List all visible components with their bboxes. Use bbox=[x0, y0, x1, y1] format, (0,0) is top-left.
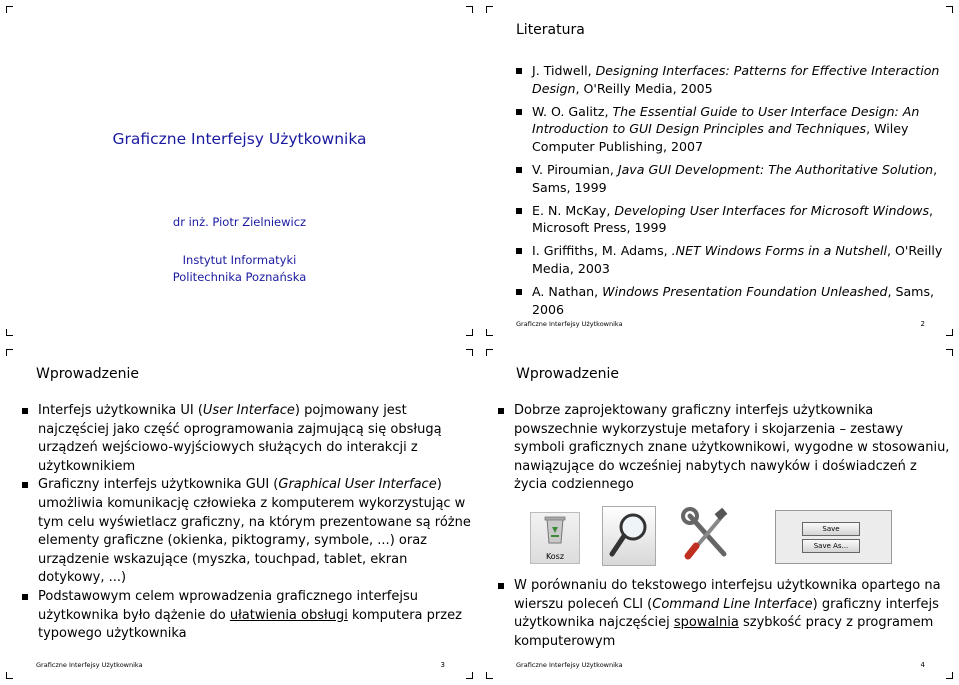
crop-mark bbox=[946, 329, 953, 336]
crop-mark bbox=[6, 349, 13, 356]
slide-footer: Graficzne Interfejsy Użytkownika bbox=[516, 320, 623, 328]
list-item: Interfejs użytkownika UI (User Interface) pojmowany jest najczęściej jako część oprogramowania zajmującą się obsługą urządzeń wejściowo-wyjściowych służących do interakcji z użytkownikiem bbox=[22, 402, 472, 476]
slide-2 bbox=[480, 0, 959, 342]
list-item: J. Tidwell, Designing Interfaces: Patterns for Effective Interaction Design, O'Reilly Media, 2005 bbox=[516, 62, 951, 98]
magnifier-icon bbox=[602, 506, 656, 566]
save-dialog-icon bbox=[775, 510, 892, 564]
crop-mark bbox=[486, 329, 493, 336]
slide-footer: Graficzne Interfejsy Użytkownika bbox=[516, 661, 623, 669]
crop-mark bbox=[466, 6, 473, 13]
slide-title: Literatura bbox=[516, 22, 585, 38]
save-as-button: Save As... bbox=[802, 539, 860, 553]
bullet-list bbox=[22, 402, 472, 644]
crop-mark bbox=[486, 6, 493, 13]
recycle-bin-label: Kosz bbox=[545, 552, 565, 561]
crop-mark bbox=[6, 6, 13, 13]
slide-4 bbox=[480, 343, 959, 685]
institution bbox=[0, 252, 479, 286]
list-item: Podstawowym celem wprowadzenia graficznego interfejsu użytkownika było dążenie do ułatwienia obsługi komputera przez typowego użytkownika bbox=[22, 588, 472, 644]
slide-1 bbox=[0, 0, 479, 342]
crop-mark bbox=[946, 672, 953, 679]
crop-mark bbox=[466, 349, 473, 356]
list-item: Graficzny interfejs użytkownika GUI (Graphical User Interface) umożliwia komunikację człowieka z komputerem wykorzystując w tym celu wyświetlacz graficzny, na którym prezentowane są różne elementy graficzne (okienka, piktogramy, symbole, ...) oraz urządzenie wskazujące (myszka, touchpad, tablet, ekran dotykowy, ...) bbox=[22, 476, 472, 588]
author-name: dr inż. Piotr Zielniewicz bbox=[172, 215, 307, 229]
crop-mark bbox=[466, 672, 473, 679]
page-number: 3 bbox=[440, 661, 445, 669]
institute-name: Instytut Informatyki bbox=[182, 253, 297, 267]
page-number: 2 bbox=[920, 320, 925, 328]
bibliography-list bbox=[516, 62, 951, 323]
recycle-bin-icon bbox=[530, 512, 580, 564]
slide-footer: Graficzne Interfejsy Użytkownika bbox=[36, 661, 143, 669]
course-title: Graficzne Interfejsy Użytkownika bbox=[112, 130, 367, 148]
crop-mark bbox=[6, 329, 13, 336]
tools-icon bbox=[680, 506, 734, 564]
list-item: A. Nathan, Windows Presentation Foundation Unleashed, Sams, 2006 bbox=[516, 283, 951, 319]
crop-mark bbox=[946, 349, 953, 356]
slide-3 bbox=[0, 343, 479, 685]
list-item: E. N. McKay, Developing User Interfaces for Microsoft Windows, Microsoft Press, 1999 bbox=[516, 202, 951, 238]
crop-mark bbox=[486, 672, 493, 679]
crop-mark bbox=[946, 6, 953, 13]
list-item: W. O. Galitz, The Essential Guide to User Interface Design: An Introduction to GUI Design Principles and Techniques, Wiley Computer Publishing, 2007 bbox=[516, 103, 951, 156]
bullet-list bbox=[498, 577, 953, 651]
slide-title: Wprowadzenie bbox=[36, 366, 139, 382]
save-button: Save bbox=[802, 522, 860, 536]
university-name: Politechnika Poznańska bbox=[172, 270, 307, 284]
list-item: W porównaniu do tekstowego interfejsu użytkownika opartego na wierszu poleceń CLI (Command Line Interface) graficzny interfejs użytkownika najczęściej spowalnia szybkość pracy z programem komputerowym bbox=[498, 577, 953, 651]
crop-mark bbox=[486, 349, 493, 356]
list-item: I. Griffiths, M. Adams, .NET Windows Forms in a Nutshell, O'Reilly Media, 2003 bbox=[516, 242, 951, 278]
crop-mark bbox=[6, 672, 13, 679]
bullet-list bbox=[498, 402, 953, 495]
crop-mark bbox=[466, 329, 473, 336]
list-item: Dobrze zaprojektowany graficzny interfejs użytkownika powszechnie wykorzystuje metafory i skojarzenia – zestawy symboli graficznych znane użytkownikowi, wygodne w stosowaniu, nawiązujące do wcześniej nabytych nawyków i doświadczeń z życia codziennego bbox=[498, 402, 953, 495]
list-item: V. Piroumian, Java GUI Development: The Authoritative Solution, Sams, 1999 bbox=[516, 161, 951, 197]
metaphor-icons bbox=[530, 506, 890, 566]
page-number: 4 bbox=[920, 661, 925, 669]
slide-title: Wprowadzenie bbox=[516, 366, 619, 382]
